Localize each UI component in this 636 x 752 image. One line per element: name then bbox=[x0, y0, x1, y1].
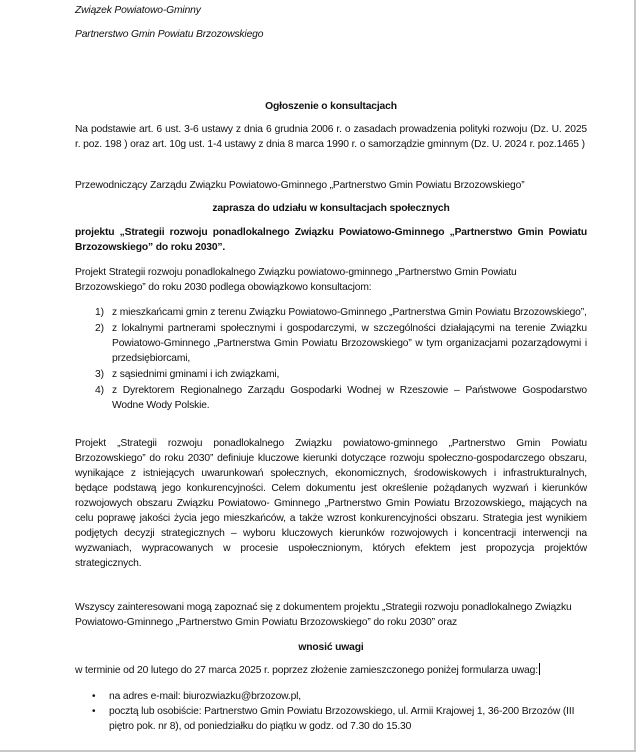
project-title-paragraph: projektu „Strategii rozwoju ponadlokalnego Związku Powiatowo-Gminnego „Partnerstwo Gmin Powiatu Brzozowskiego” do roku 2030”. bbox=[75, 227, 587, 253]
bullet-icon: • bbox=[92, 691, 96, 702]
document-title: Ogłoszenie o konsultacjach bbox=[265, 101, 397, 112]
bullet-icon: • bbox=[92, 706, 96, 717]
all-interested-paragraph: Wszyscy zainteresowani mogą zapoznać się z dokumentem projektu „Strategii rozwoju ponadlokalnego Związku Powiatowo-Gminnego „Partnerstwo Gmin Powiatu Brzozowskiego” do roku 2030” oraz bbox=[75, 602, 572, 628]
list-item bbox=[95, 321, 587, 366]
submission-methods-list bbox=[92, 689, 587, 734]
text-cursor bbox=[539, 663, 540, 675]
list-number: 1) bbox=[95, 307, 104, 318]
list-item bbox=[95, 305, 587, 320]
list-item bbox=[95, 383, 587, 413]
list-number: 4) bbox=[95, 385, 104, 396]
list-item bbox=[95, 367, 587, 382]
legal-basis-paragraph: Na podstawie art. 6 ust. 3-6 ustawy z dnia 6 grudnia 2006 r. o zasadach prowadzenia polityki rozwoju (Dz. U. 2025 r. poz. 198 ) oraz art. 10g ust. 1-4 ustawy z dnia 8 marca 1990 r. o samorządzie gminnym (Dz. U. 2024 r. poz.1465 ) bbox=[75, 124, 587, 150]
list-item-text: z Dyrektorem Regionalnego Zarządu Gospodarki Wodnej w Rzeszowie – Państwowe Gospodarstwo Wodne Wody Polskie. bbox=[112, 385, 587, 411]
list-item-text: z lokalnymi partnerami społecznymi i gospodarczymi, w szczególności działającymi na terenie Związku Powiatowo-Gminnego „Partnerstwa Gmin Powiatu Brzozowskiego” w tym organizacjami pozarządowymi i przedsiębiorcami, bbox=[112, 323, 587, 364]
deadline-paragraph bbox=[75, 663, 587, 678]
list-item-text: pocztą lub osobiście: Partnerstwo Gmin Powiatu Brzozowskiego, ul. Armii Krajowej 1, 36-200 Brzozów (III piętro pok. nr 8), od poniedziałku do piątku w godz. od 7.30 do 15.30 bbox=[109, 706, 575, 732]
submit-comments-heading: wnosić uwagi bbox=[298, 642, 364, 653]
subject-intro-paragraph: Projekt Strategii rozwoju ponadlokalnego Związku powiatowo-gminnego „Partnerstwo Gmin Powiatu Brzozowskiego” do roku 2030 podlega obowiązkowo konsultacjom: bbox=[75, 267, 517, 293]
invitation-heading: zaprasza do udziału w konsultacjach społecznych bbox=[212, 203, 450, 214]
list-item bbox=[92, 704, 587, 734]
header-organization: Związek Powiatowo-Gminny bbox=[75, 5, 201, 16]
list-item bbox=[92, 689, 587, 704]
chairman-paragraph: Przewodniczący Zarządu Związku Powiatowo-Gminnego „Partnerstwo Gmin Powiatu Brzozowskiego” bbox=[75, 180, 525, 191]
header-partnership: Partnerstwo Gmin Powiatu Brzozowskiego bbox=[75, 29, 264, 40]
list-number: 3) bbox=[95, 369, 104, 380]
list-item-text: na adres e-mail: biurozwiazku@brzozow.pl, bbox=[109, 691, 302, 702]
list-number: 2) bbox=[95, 323, 104, 334]
deadline-text: w terminie od 20 lutego do 27 marca 2025 r. poprzez złożenie zamieszczonego poniżej formularza uwag: bbox=[75, 665, 538, 676]
description-paragraph: Projekt „Strategii rozwoju ponadlokalnego Związku powiatowo-gminnego „Partnerstwo Gmin Powiatu Brzozowskiego” do roku 2030” definiuje kluczowe kierunki dotyczące rozwoju społeczno-gospodarczego obszaru, wynikające z istniejących uwarunkowań społecznych, ekonomicznych, środowiskowych i infrastrukturalnych, będące podstawą jego konkurencyjności. Celem dokumentu jest określenie pożądanych wyzwań i kierunków rozwojowych obszaru Związku Powiatowo- Gminnego „Partnerstwo Gmin Powiatu Brzozowskiego„ mających na celu poprawę jakości życia jego mieszkańców, a także wzrost konkurencyjności obszaru. Strategia jest wynikiem podjętych decyzji strategicznych – wyboru kluczowych kierunków rozwojowych i koncentracji interwencji na wyzwaniach, wypracowanych w procesie uspołecznionym, których efektem jest propozycja projektów strategicznych. bbox=[75, 438, 587, 569]
list-item-text: z mieszkańcami gmin z terenu Związku Powiatowo-Gminnego „Partnerstwa Gmin Powiatu Brzozowskiego”, bbox=[112, 307, 587, 318]
consultation-list bbox=[95, 305, 587, 414]
list-item-text: z sąsiednimi gminami i ich związkami, bbox=[112, 369, 280, 380]
